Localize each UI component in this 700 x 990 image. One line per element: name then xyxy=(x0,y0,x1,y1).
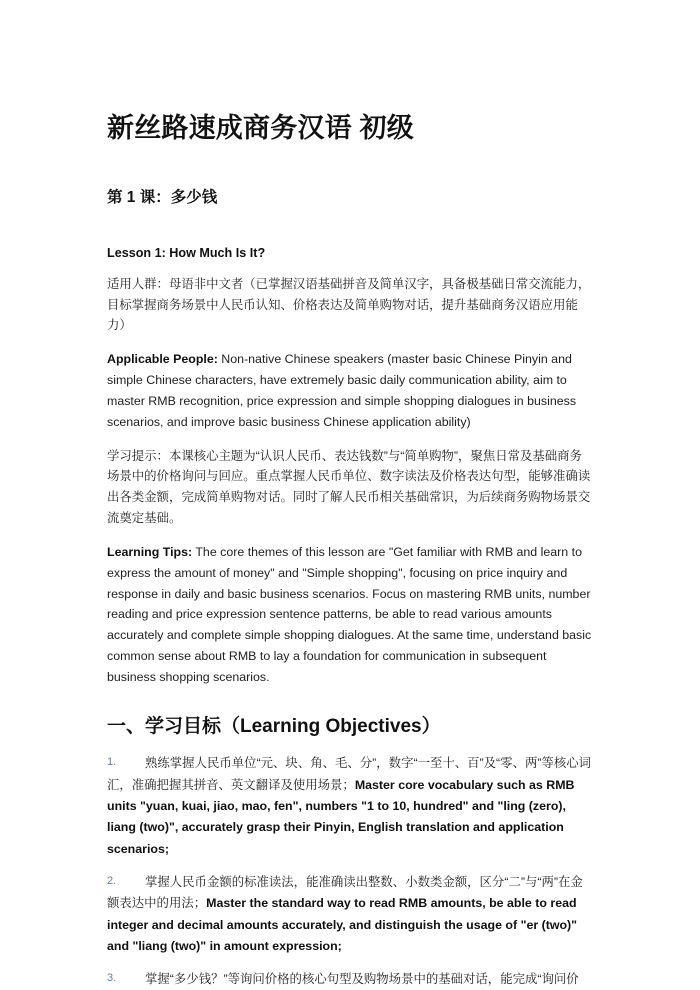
list-item xyxy=(107,969,593,990)
applicable-people-english-paragraph xyxy=(107,349,593,432)
lesson-heading: 第 1 课：多少钱 xyxy=(107,188,218,206)
learning-tips-english-text: The core themes of this lesson are "Get familiar with RMB and learn to express the amount of money" and "Simple shopping", focusing on price inquiry and response in daily and basic business scenarios. Focus on mastering RMB units, number reading and price expression sentence patterns, be able to read various amounts accurately and complete simple shopping dialogues. At the same time, understand basic common sense about RMB to lay a foundation for communication in subsequent business shopping scenarios. xyxy=(107,544,592,684)
list-item-english-text: Master the standard way to read RMB amounts, be able to read integer and decimal amounts accurately, and distinguish the usage of "er (two)" and "liang (two)" in amount expression; xyxy=(107,896,578,953)
applicable-people-english-text: Non-native Chinese speakers (master basic Chinese Pinyin and simple Chinese characters, have extremely basic daily communication ability, aim to master RMB recognition, price expression and simple shopping dialogues in business scenarios, and improve basic business Chinese application ability) xyxy=(107,352,577,429)
list-item-chinese-text: 熟练掌握人民币单位“元、块、角、毛、分”，数字“一至十、百”及“零、两”等核心词汇，准确把握其拼音、英文翻译及使用场景； xyxy=(107,756,592,792)
section-heading-learning-objectives: 一、学习目标（Learning Objectives） xyxy=(107,715,441,737)
learning-tips-chinese-paragraph: 学习提示：本课核心主题为“认识人民币、表达钱数”与“简单购物”，聚焦日常及基础商务场景中的价格询问与回应。重点掌握人民币单位、数字读法及价格表达句型，能够准确读出各类金额，完成简单购物对话。同时了解人民币相关基础常识，为后续商务购物场景交流奠定基础。 xyxy=(107,448,591,526)
list-item xyxy=(107,872,593,957)
learning-tips-english-paragraph xyxy=(107,542,593,688)
document-title: 新丝路速成商务汉语 初级 xyxy=(107,113,414,143)
list-item-chinese-text: 掌握“多少钱？”等询问价格的核心句型及购物场景中的基础对话，能完成“询问价 xyxy=(145,972,579,987)
lesson-english-title: Lesson 1: How Much Is It? xyxy=(107,245,266,260)
learning-tips-english-label: Learning Tips: xyxy=(107,544,193,559)
applicable-people-chinese-paragraph: 适用人群：母语非中文者（已掌握汉语基础拼音及简单汉字，具备极基础日常交流能力，目标掌握商务场景中人民币认知、价格表达及简单购物对话，提升基础商务汉语应用能力） xyxy=(107,276,591,333)
applicable-people-english-label: Applicable People: xyxy=(107,352,218,367)
list-item xyxy=(107,753,593,860)
list-item-english-text: Master core vocabulary such as RMB units "yuan, kuai, jiao, mao, fen", numbers "1 to 10, hundred" and "ling (zero), liang (two)", accurately grasp their Pinyin, English translation and application scenarios; xyxy=(107,777,575,856)
learning-objectives-list xyxy=(107,753,593,990)
list-item-chinese-text: 掌握人民币金额的标准读法，能准确读出整数、小数类金额，区分“二”与“两”在金额表达中的用法； xyxy=(107,874,583,911)
